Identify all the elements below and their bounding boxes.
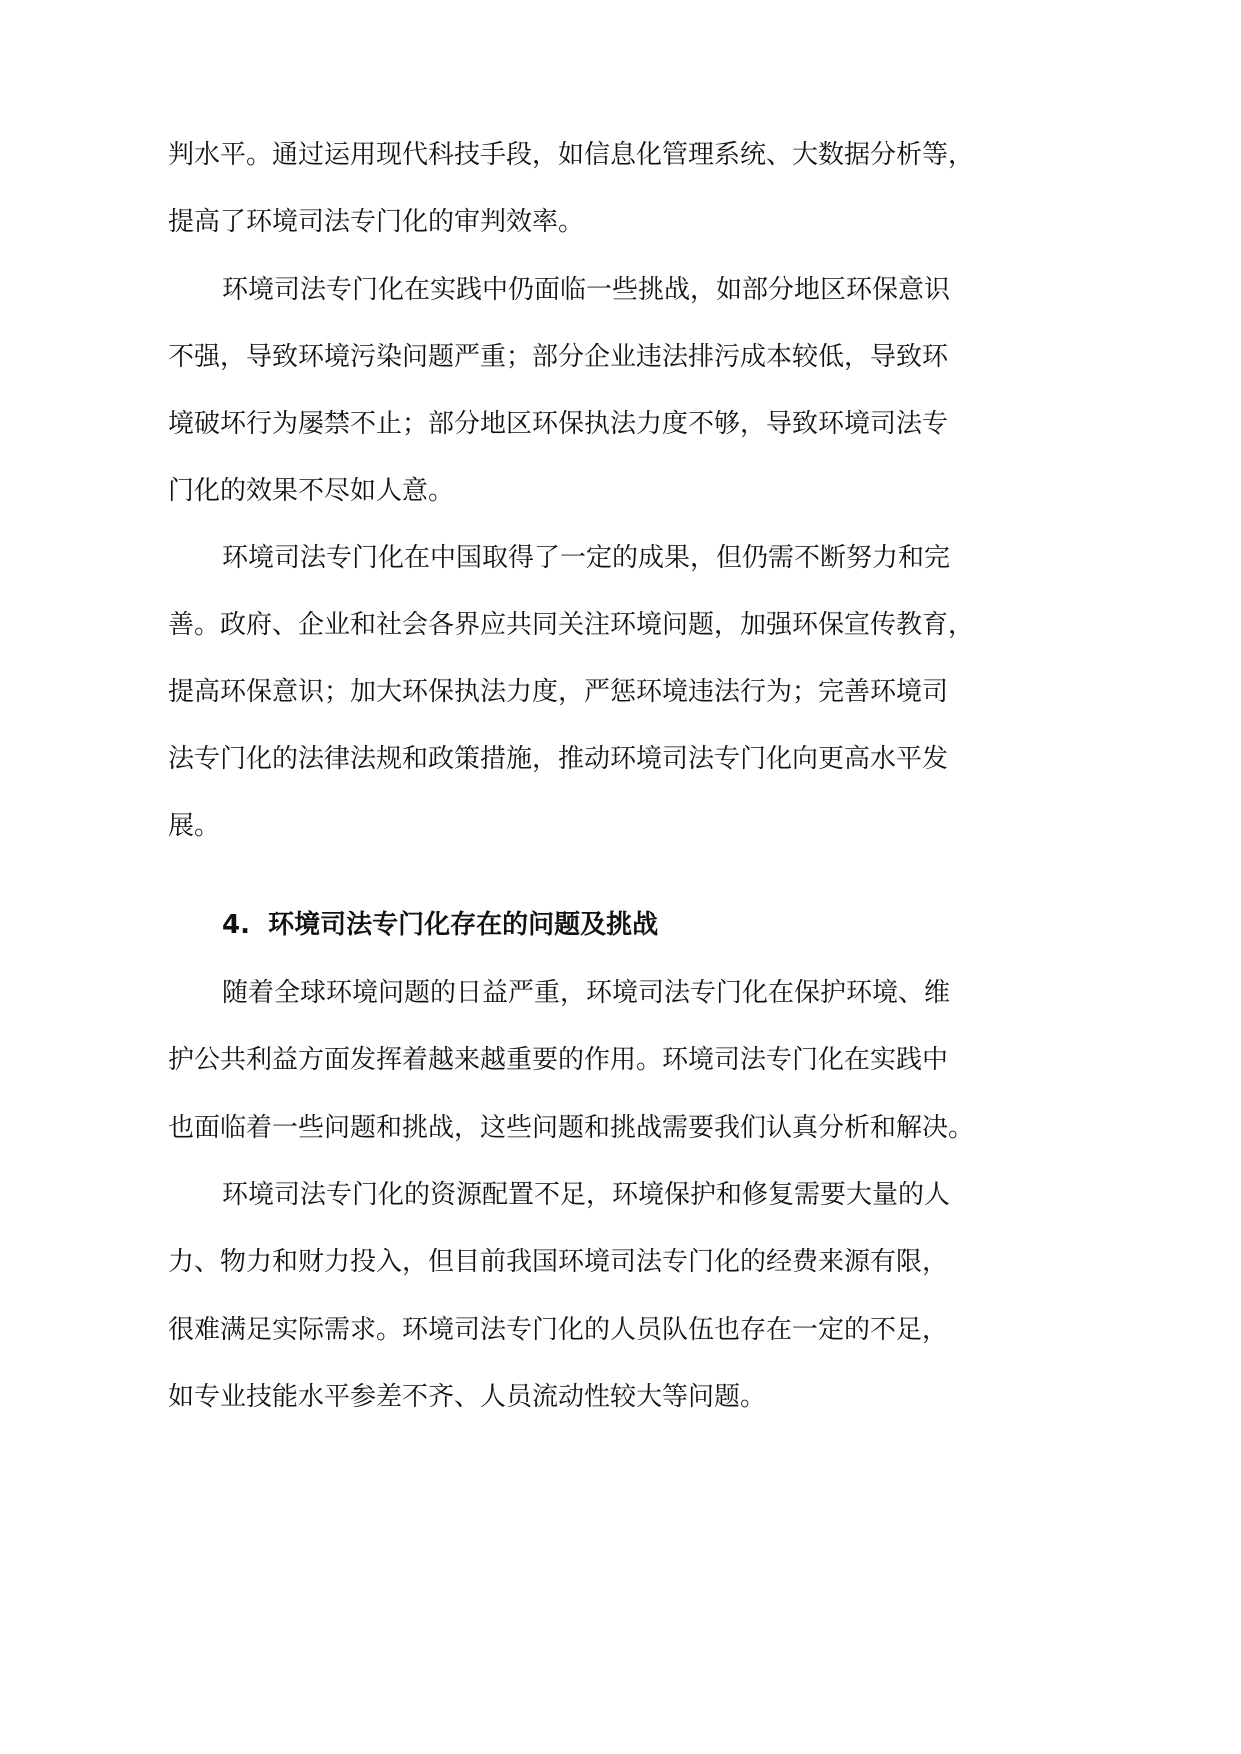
paragraph-line: 境破坏行为屡禁不止；部分地区环保执法力度不够，导致环境司法专	[168, 409, 949, 439]
paragraph-line: 很难满足实际需求。环境司法专门化的人员队伍也存在一定的不足，	[168, 1315, 949, 1345]
paragraph-line: 展。	[168, 811, 221, 841]
paragraph-line: 善。政府、企业和社会各界应共同关注环境问题，加强环保宣传教育，	[168, 610, 975, 640]
paragraph-line: 环境司法专门化的资源配置不足，环境保护和修复需要大量的人	[222, 1180, 951, 1210]
paragraph-line: 门化的效果不尽如人意。	[168, 476, 455, 506]
paragraph-line: 提高了环境司法专门化的审判效率。	[168, 207, 585, 237]
section-heading: 4. 环境司法专门化存在的问题及挑战	[222, 910, 659, 940]
paragraph-line: 随着全球环境问题的日益严重，环境司法专门化在保护环境、维	[222, 978, 951, 1008]
paragraph-line: 环境司法专门化在实践中仍面临一些挑战，如部分地区环保意识	[222, 275, 951, 305]
paragraph-line: 法专门化的法律法规和政策措施，推动环境司法专门化向更高水平发	[168, 744, 949, 774]
paragraph-line: 也面临着一些问题和挑战，这些问题和挑战需要我们认真分析和解决。	[168, 1113, 975, 1143]
paragraph-line: 提高环保意识；加大环保执法力度，严惩环境违法行为；完善环境司	[168, 677, 949, 707]
paragraph-line: 不强，导致环境污染问题严重；部分企业违法排污成本较低，导致环	[168, 342, 949, 372]
paragraph-line: 力、物力和财力投入，但目前我国环境司法专门化的经费来源有限，	[168, 1247, 949, 1277]
paragraph-line: 环境司法专门化在中国取得了一定的成果，但仍需不断努力和完	[222, 543, 951, 573]
paragraph-line: 如专业技能水平参差不齐、人员流动性较大等问题。	[168, 1382, 767, 1412]
paragraph-line: 护公共利益方面发挥着越来越重要的作用。环境司法专门化在实践中	[168, 1045, 949, 1075]
paragraph-line: 判水平。通过运用现代科技手段，如信息化管理系统、大数据分析等，	[168, 140, 975, 170]
